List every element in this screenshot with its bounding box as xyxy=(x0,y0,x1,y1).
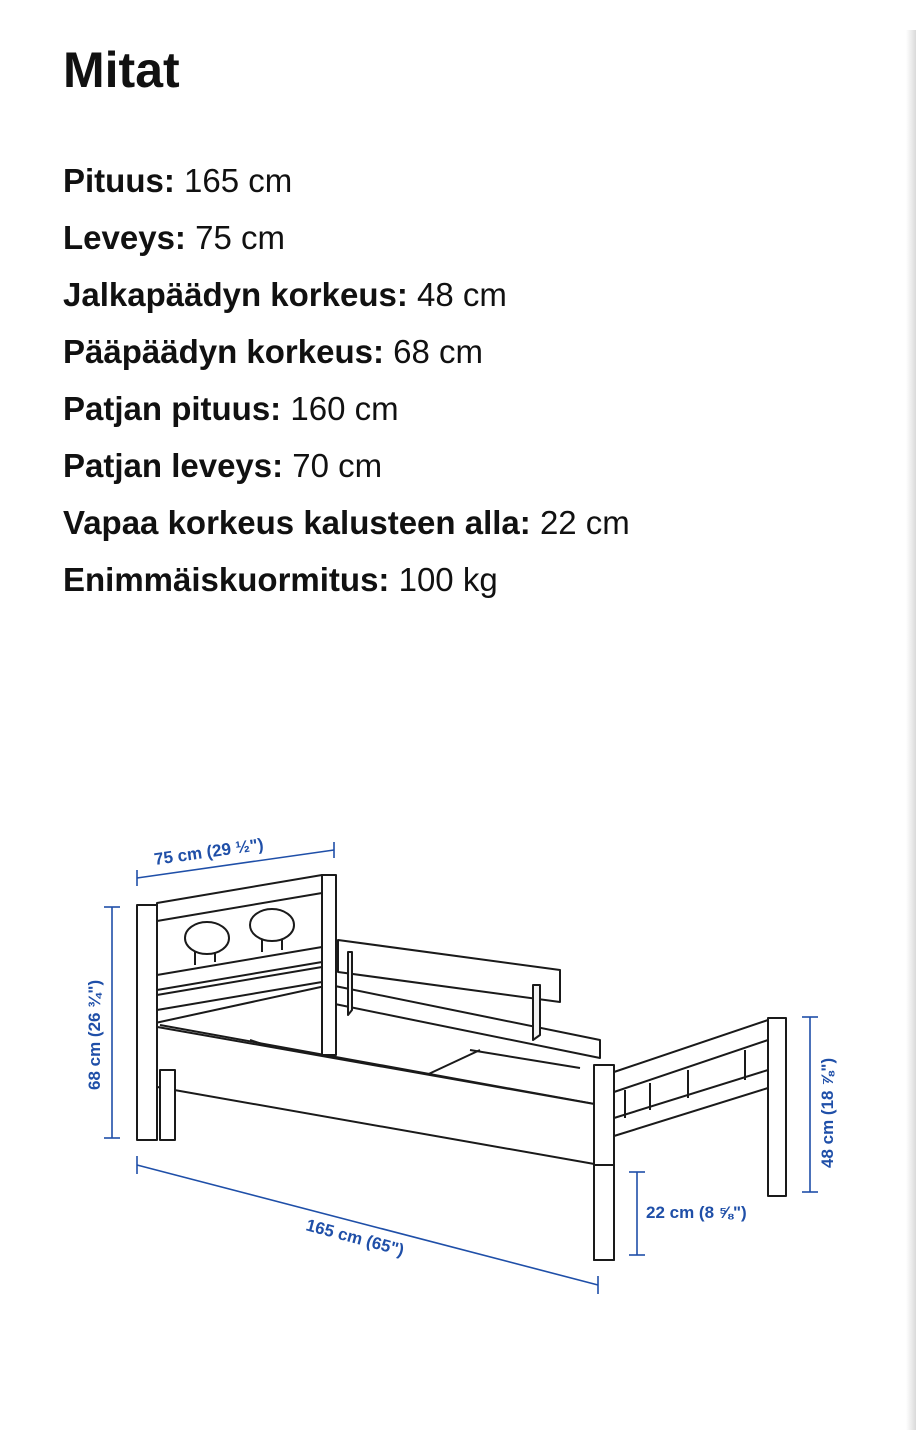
spec-value: 165 cm xyxy=(184,162,293,199)
headboard-height-label: 68 cm (26 ¾") xyxy=(85,979,104,1090)
spec-row-max-load xyxy=(63,559,863,616)
spec-value: 75 cm xyxy=(195,219,285,256)
spec-label: Patjan leveys: xyxy=(63,447,284,484)
spec-label: Jalkapäädyn korkeus: xyxy=(63,276,408,313)
spec-value: 100 kg xyxy=(398,561,498,598)
spec-label: Patjan pituus: xyxy=(63,390,282,427)
spec-value: 48 cm xyxy=(417,276,507,313)
spec-label: Enimmäiskuormitus: xyxy=(63,561,390,598)
page-title: Mitat xyxy=(63,42,180,98)
spec-row-width xyxy=(63,217,863,274)
spec-value: 70 cm xyxy=(292,447,383,484)
bed-dimension-diagram xyxy=(0,820,916,1300)
spec-row-mattress-length xyxy=(63,388,863,445)
spec-value: 160 cm xyxy=(290,390,399,427)
width-dimension-label: 75 cm (29 ½") xyxy=(152,834,265,869)
spec-value: 22 cm xyxy=(539,504,630,541)
spec-label: Vapaa korkeus kalusteen alla: xyxy=(63,504,531,541)
spec-row-length xyxy=(63,160,863,217)
spec-label: Pituus: xyxy=(63,162,175,199)
spec-label: Leveys: xyxy=(63,219,186,256)
spec-row-floor-clearance xyxy=(63,502,863,559)
floor-clearance-label: 22 cm (8 ⅝") xyxy=(646,1203,747,1222)
spec-label: Pääpäädyn korkeus: xyxy=(63,333,384,370)
spec-row-headboard-height xyxy=(63,331,863,388)
spec-value: 68 cm xyxy=(393,333,484,370)
length-dimension-label: 165 cm (65") xyxy=(303,1215,407,1260)
spec-row-mattress-width xyxy=(63,445,863,502)
footboard-height-label: 48 cm (18 ⅞") xyxy=(818,1057,837,1168)
dimensions-list xyxy=(63,160,863,616)
spec-row-footboard-height xyxy=(63,274,863,331)
